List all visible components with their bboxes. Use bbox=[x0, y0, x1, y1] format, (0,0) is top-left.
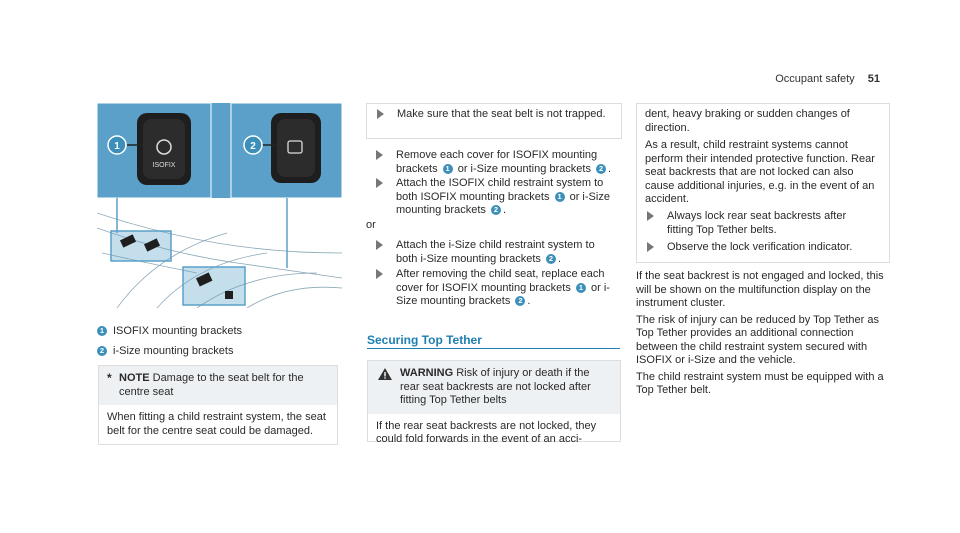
section-divider bbox=[367, 348, 620, 349]
step-item: Attach the ISOFIX child restraint system to both ISOFIX mounting brackets 1 or i-Size mounting brackets 2 . bbox=[366, 177, 614, 218]
paragraph: The risk of injury can be reduced by Top Tether as Top Tether provides an additional connection between the child restraint system secured with ISOFIX or i-Size and the vehicle. bbox=[636, 313, 879, 366]
svg-text:2: 2 bbox=[250, 141, 256, 152]
warning-text: dent, heavy braking or sudden changes of direction. bbox=[645, 108, 850, 134]
note-label: NOTE bbox=[119, 372, 150, 384]
note-body: When fitting a child restraint system, the seat belt for the centre seat could be damaged. bbox=[107, 411, 326, 437]
arrow-icon bbox=[647, 242, 654, 252]
paragraph: If the seat backrest is not engaged and locked, this will be shown on the multifunction display on the instrument cluster. bbox=[636, 270, 884, 309]
section-title: Securing Top Tether bbox=[367, 333, 482, 347]
note-title: Damage to the seat belt for the centre seat bbox=[119, 372, 304, 398]
arrow-icon bbox=[647, 211, 654, 221]
warning-continued-box bbox=[636, 103, 890, 263]
arrow-icon bbox=[376, 178, 383, 188]
step-item: Attach the i-Size child restraint system to both i-Size mounting brackets 2 . bbox=[366, 239, 614, 266]
continued-box bbox=[366, 103, 622, 139]
warning-label: WARNING bbox=[400, 367, 454, 379]
arrow-icon bbox=[376, 240, 383, 250]
note-header bbox=[99, 366, 337, 405]
step-item: Remove each cover for ISOFIX mounting brackets 1 or i-Size mounting brackets 2 . bbox=[366, 149, 614, 176]
isize-highlight bbox=[183, 267, 245, 305]
warning-icon bbox=[378, 368, 392, 380]
step-item: After removing the child seat, replace each cover for ISOFIX mounting brackets 1 or i-Size mounting brackets 2 . bbox=[366, 268, 614, 309]
page-header bbox=[775, 73, 880, 85]
step-item: Always lock rear seat backrests after fitting Top Tether belts. bbox=[637, 210, 867, 237]
arrow-icon bbox=[376, 269, 383, 279]
warning-title: Risk of injury or death if the rear seat backrests are not locked after fitting Top Tether belts bbox=[400, 367, 591, 406]
page-number: 51 bbox=[867, 73, 880, 85]
section-name: Occupant safety bbox=[775, 73, 855, 85]
legend-item: 2 i-Size mounting brackets bbox=[97, 345, 342, 359]
step-item: Make sure that the seat belt is not trapped. bbox=[367, 108, 617, 122]
note-icon: * bbox=[107, 371, 112, 385]
body-text bbox=[636, 270, 886, 398]
isofix-highlight bbox=[111, 231, 171, 261]
isofix-label: ISOFIX bbox=[152, 162, 176, 169]
arrow-icon bbox=[377, 109, 384, 119]
warning-text: As a result, child restraint systems cannot perform their intended protective function. Rear seat backrests that are not locked can also cause additional injuries, e.g. in the event of an accident. bbox=[645, 139, 875, 205]
or-label: or bbox=[366, 219, 376, 231]
isofix-figure bbox=[97, 103, 342, 308]
warning-box bbox=[367, 360, 621, 445]
paragraph: The child restraint system must be equipped with a Top Tether belt. bbox=[636, 370, 884, 396]
arrow-icon bbox=[376, 150, 383, 160]
step-item: Observe the lock verification indicator. bbox=[637, 241, 887, 255]
warning-header bbox=[368, 361, 620, 414]
figure-legend bbox=[97, 325, 342, 364]
warning-body: If the rear seat backrests are not locked, they could fold forwards in the event of an acci- bbox=[376, 419, 597, 445]
note-box bbox=[98, 365, 338, 445]
svg-text:1: 1 bbox=[114, 141, 120, 152]
legend-item: 1 ISOFIX mounting brackets bbox=[97, 325, 342, 339]
